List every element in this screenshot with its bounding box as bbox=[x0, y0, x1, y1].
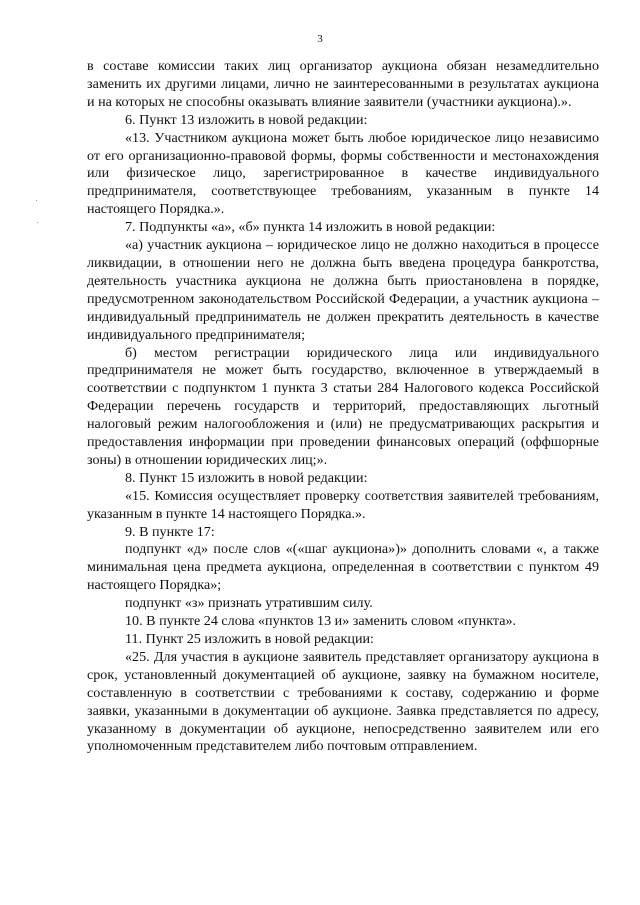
paragraph-clause-15: «15. Комиссия осуществляет проверку соответствия заявителей требованиям, указанным в пункте 14 настоящего Порядка.». bbox=[87, 487, 599, 522]
margin-scan-marks bbox=[36, 200, 40, 230]
paragraph-item-7: 7. Подпункты «а», «б» пункта 14 изложить в новой редакции: bbox=[125, 219, 496, 236]
page-number: 3 bbox=[317, 33, 323, 45]
paragraph-item-11: 11. Пункт 25 изложить в новой редакции: bbox=[125, 631, 374, 647]
paragraph-item-10: 10. В пункте 24 слова «пунктов 13 и» заменить словом «пункта». bbox=[125, 613, 517, 630]
paragraph-clause-13: «13. Участником аукциона может быть любое юридическое лицо независимо от его организационно-правовой формы, формы собственности и местонахождения или физическое лицо, зарегистрированное в качестве индивидуального предпринимателя, соответствующее требованиям, указанным в пункте 14 настоящего Порядка.». bbox=[87, 129, 599, 218]
paragraph-item-6: 6. Пункт 13 изложить в новой редакции: bbox=[125, 111, 368, 128]
paragraph-subclause-d: подпункт «д» после слов «(«шаг аукциона»)» дополнить словами «, а также минимальная цена предмета аукциона, определенная в соответствии с пунктом 49 настоящего Порядка»; bbox=[87, 541, 599, 594]
paragraph-item-8: 8. Пункт 15 изложить в новой редакции: bbox=[125, 469, 368, 486]
document-body bbox=[87, 58, 599, 756]
paragraph-item-9: 9. В пункте 17: bbox=[125, 523, 215, 540]
paragraph-subclause-b: б) местом регистрации юридического лица или индивидуального предпринимателя не может быть государство, включенное в утверждаемый в соответствии с подпунктом 1 пункта 3 статьи 284 Налогового кодекса Российской Федерации перечень государств и территорий, предоставляющих льготный налоговый режим налогообложения и (или) не предусматривающих раскрытия и предоставления информации при проведении финансовых операций (оффшорные зоны) в отношении юридических лиц;». bbox=[87, 344, 599, 468]
paragraph-subclause-a: «а) участник аукциона – юридическое лицо не должно находиться в процессе ликвидации, в отношении него не должна быть введена процедура банкротства, деятельность участника аукциона не должна быть приостановлена в порядке, предусмотренном законодательством Российской Федерации, а участник аукциона – индивидуальный предприниматель не должен прекратить деятельность в качестве индивидуального предпринимателя; bbox=[87, 237, 599, 343]
paragraph-clause-25: «25. Для участия в аукционе заявитель представляет организатору аукциона в срок, установленный документацией об аукционе, заявку на бумажном носителе, составленную в соответствии с требованиями к составу, содержанию и форме заявки, указанными в документации об аукционе. Заявка представляется по адресу, указанному в документации об аукционе, непосредственно заявителем или его уполномоченным представителем либо почтовым отправлением. bbox=[87, 648, 599, 755]
paragraph-subclause-z: подпункт «з» признать утратившим силу. bbox=[125, 595, 373, 612]
paragraph-continuation: в составе комиссии таких лиц организатор аукциона обязан незамедлительно заменить их другими лицами, лично не заинтересованными в результатах аукциона и на которых не способны оказывать влияние заявители (участники аукциона).». bbox=[87, 58, 599, 110]
